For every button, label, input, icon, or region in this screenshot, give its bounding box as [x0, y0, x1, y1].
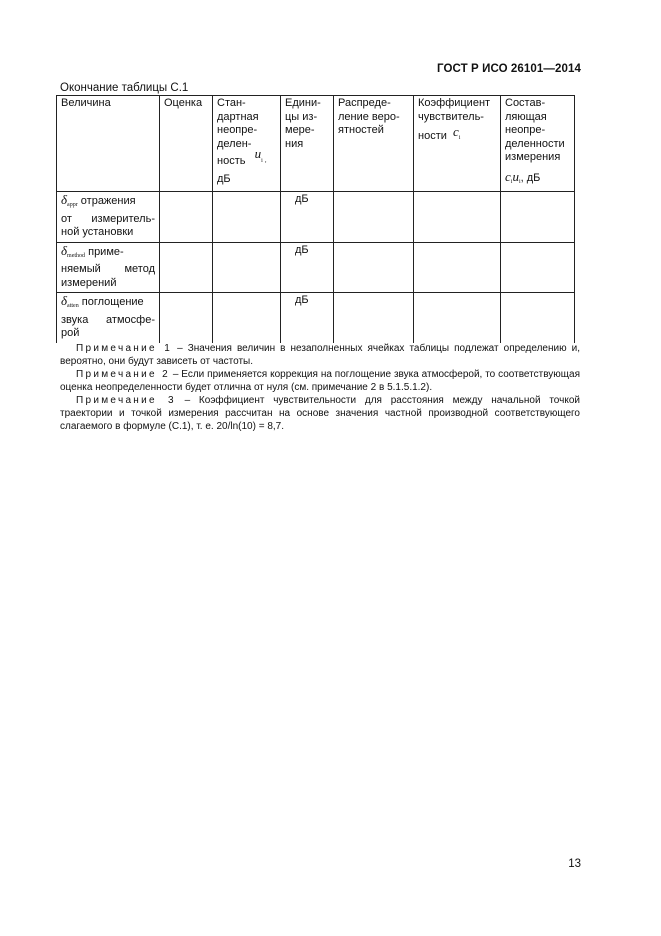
header-units: Едини- цы из- мере- ния [281, 96, 334, 192]
header-distribution: Распреде- ление веро- ятностей [334, 96, 414, 192]
page-number: 13 [568, 858, 581, 870]
row-contribution [501, 192, 575, 243]
row-estimate [160, 242, 213, 293]
row-unit: дБ [281, 192, 334, 243]
row-quantity: $\delta_{method}$ приме- няемый метод измерений [57, 242, 160, 293]
row-contribution [501, 293, 575, 343]
header-contribution: Состав- ляющая неопре- деленности измерения $c_iu_i$, дБ [501, 96, 575, 192]
table-row [57, 242, 575, 293]
row-estimate [160, 192, 213, 243]
row-std-uncertainty [213, 192, 281, 243]
header-std-uncertainty: Стан- дартная неопре- делен- ность $u_i$ , дБ [213, 96, 281, 192]
row-contribution [501, 242, 575, 293]
row-distribution [334, 293, 414, 343]
notes-section [60, 342, 580, 433]
table-caption: Окончание таблицы С.1 [60, 82, 189, 94]
header-estimate: Оценка [160, 96, 213, 192]
row-unit: дБ [281, 293, 334, 343]
standard-code: ГОСТ Р ИСО 26101—2014 [436, 63, 581, 75]
header-quantity: Величина [57, 96, 160, 192]
row-std-uncertainty [213, 293, 281, 343]
note-3: Примечание 3 – Коэффициент чувствительности для расстояния между начальной точкой траектории и точкой измерения рассчитан на основе значения частной производной соответствующего слагаемого в формуле (С.1), т. е. 20/ln(10) = 8,7. [60, 395, 580, 432]
row-sensitivity [414, 293, 501, 343]
row-sensitivity [414, 192, 501, 243]
note-1: Примечание 1 – Значения величин в незаполненных ячейках таблицы подлежат определению и, вероятно, они будут зависеть от частоты. [60, 343, 580, 367]
row-distribution [334, 192, 414, 243]
table-row [57, 192, 575, 243]
note-2: Примечание 2 – Если применяется коррекция на поглощение звука атмосферой, то соответствующая оценка неопределенности будет отлична от нуля (см. примечание 2 в 5.1.5.1.2). [60, 369, 580, 393]
row-std-uncertainty [213, 242, 281, 293]
row-unit: дБ [281, 242, 334, 293]
row-estimate [160, 293, 213, 343]
row-quantity: $\delta_{atten}$ поглощение звука атмосфе- рой [57, 293, 160, 343]
table-header-row [57, 96, 575, 192]
uncertainty-table [56, 95, 575, 343]
row-distribution [334, 242, 414, 293]
row-quantity: $\delta_{appr}$ отражения от измеритель- ной установки [57, 192, 160, 243]
row-sensitivity [414, 242, 501, 293]
table-row [57, 293, 575, 343]
header-sensitivity: Коэффициент чувствитель- ности $c_i$ [414, 96, 501, 192]
